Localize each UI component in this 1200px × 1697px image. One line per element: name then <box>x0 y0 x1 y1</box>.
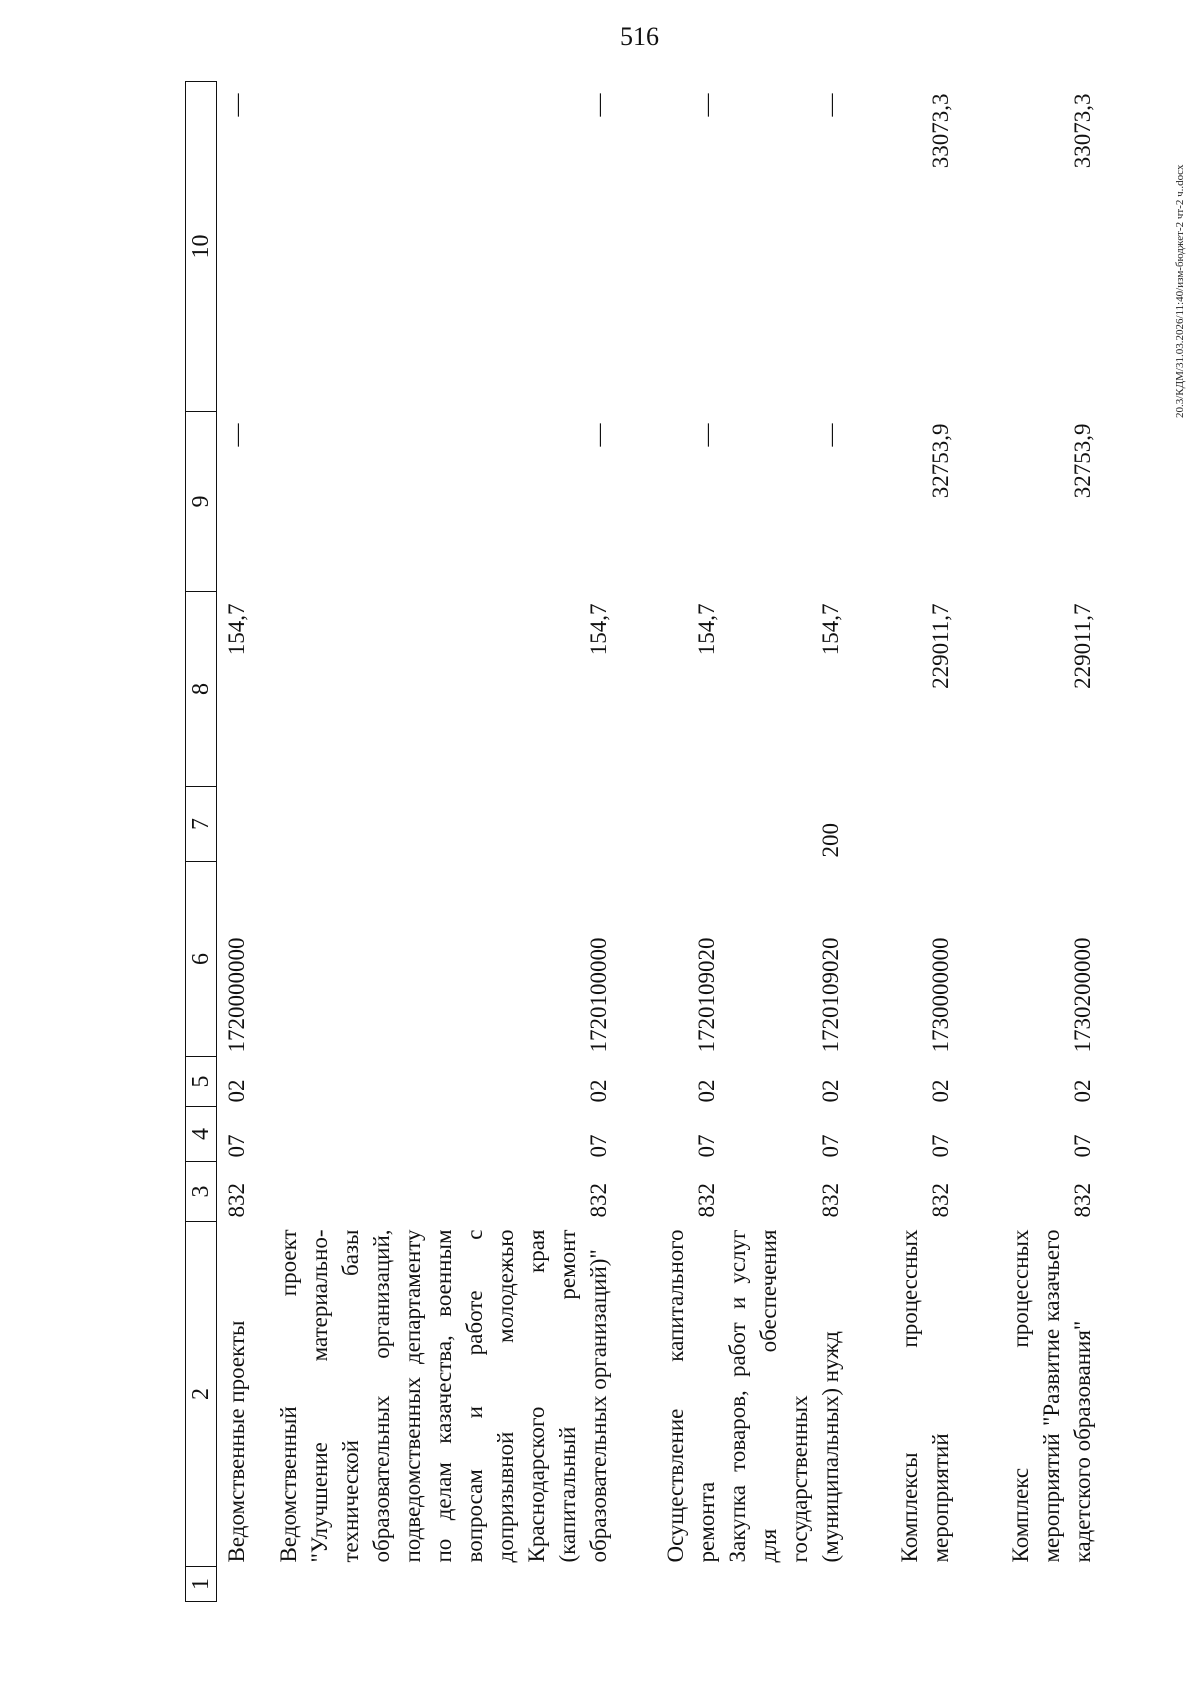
table-header-row <box>186 82 217 1602</box>
cell-col-1 <box>614 1567 722 1602</box>
rotated-table-container <box>185 82 1095 1602</box>
cell-col-4: 07 <box>586 1134 611 1158</box>
cell-col-6: 1720000000 <box>224 937 249 1053</box>
document-footer: 20.3/КДМ/31.03.2026/11:40/изм-бюджет-2 чт-2 ч..docx <box>1174 164 1186 418</box>
cell-col-8: 154,7 <box>694 603 719 656</box>
cell-col-3: 832 <box>694 1183 719 1218</box>
cell-col-7 <box>614 787 722 862</box>
header-col-6: 6 <box>186 862 217 1057</box>
cell-col-8: 229011,7 <box>928 603 953 689</box>
table-row <box>846 82 956 1602</box>
cell-col-7 <box>217 787 264 862</box>
table-row <box>263 82 614 1602</box>
header-col-4: 4 <box>186 1107 217 1162</box>
cell-col-9: — <box>586 423 611 447</box>
cell-col-4: 07 <box>224 1134 249 1158</box>
cell-col-4: 07 <box>928 1134 953 1158</box>
cell-col-5: 02 <box>694 1079 719 1103</box>
header-col-10: 10 <box>186 82 217 412</box>
cell-col-4: 07 <box>818 1134 843 1158</box>
cell-col-3: 832 <box>818 1183 843 1218</box>
cell-col-9: — <box>694 423 719 447</box>
header-col-2: 2 <box>186 1222 217 1567</box>
page-number: 516 <box>620 22 659 51</box>
cell-col-1 <box>263 1567 614 1602</box>
cell-col-6: 1720100000 <box>586 937 611 1053</box>
cell-col-9: 32753,9 <box>928 423 953 499</box>
cell-col-10: — <box>818 93 843 117</box>
cell-col-8: 154,7 <box>224 603 249 656</box>
table-row <box>217 82 264 1602</box>
cell-name: Ведомственный проект "Улучшение материально-технической базы образовательных организаций, подведомственных департаменту по делам казачества, военным вопросам и работе с допризывной молодежью Краснодарского края (капитальный ремонт образовательных организаций)" <box>276 1229 611 1563</box>
cell-col-3: 832 <box>586 1183 611 1218</box>
table-row <box>722 82 846 1602</box>
cell-name: Комплекс процессных мероприятий "Развитие казачьего кадетского образования" <box>1008 1229 1095 1563</box>
cell-col-3: 832 <box>1070 1183 1095 1218</box>
cell-col-7 <box>263 787 614 862</box>
cell-col-9: — <box>224 423 249 447</box>
cell-col-1 <box>722 1567 846 1602</box>
cell-name: Закупка товаров, работ и услуг для обеспечения государственных (муниципальных) нужд <box>725 1229 843 1563</box>
table-row <box>614 82 722 1602</box>
cell-col-7 <box>956 787 1098 862</box>
cell-col-5: 02 <box>224 1079 249 1103</box>
cell-col-6: 1720109020 <box>818 937 843 1053</box>
cell-col-10: — <box>224 93 249 117</box>
cell-col-7: 200 <box>818 823 843 858</box>
header-col-1: 1 <box>186 1567 217 1602</box>
header-col-9: 9 <box>186 412 217 592</box>
cell-col-5: 02 <box>1070 1079 1095 1103</box>
cell-col-6: 1720109020 <box>694 937 719 1053</box>
budget-table <box>185 81 1098 1602</box>
cell-col-1 <box>956 1567 1098 1602</box>
table-row <box>956 82 1098 1602</box>
header-col-3: 3 <box>186 1162 217 1222</box>
cell-col-1 <box>846 1567 956 1602</box>
cell-col-1 <box>217 1567 264 1602</box>
cell-col-10: 33073,3 <box>1070 93 1095 169</box>
cell-col-10: — <box>694 93 719 117</box>
cell-col-4: 07 <box>694 1134 719 1158</box>
cell-col-4: 07 <box>1070 1134 1095 1158</box>
cell-col-8: 154,7 <box>586 603 611 656</box>
header-col-8: 8 <box>186 592 217 787</box>
cell-col-9: 32753,9 <box>1070 423 1095 499</box>
cell-col-3: 832 <box>224 1183 249 1218</box>
header-col-7: 7 <box>186 787 217 862</box>
cell-col-6: 1730200000 <box>1070 937 1095 1053</box>
cell-name: Ведомственные проекты <box>224 1320 249 1563</box>
cell-col-3: 832 <box>928 1183 953 1218</box>
cell-col-5: 02 <box>586 1079 611 1103</box>
cell-col-6: 1730000000 <box>928 937 953 1053</box>
cell-col-8: 154,7 <box>818 603 843 656</box>
cell-col-8: 229011,7 <box>1070 603 1095 689</box>
cell-col-10: 33073,3 <box>928 93 953 169</box>
header-col-5: 5 <box>186 1057 217 1107</box>
cell-col-10: — <box>586 93 611 117</box>
cell-col-9: — <box>818 423 843 447</box>
cell-col-7 <box>846 787 956 862</box>
cell-col-5: 02 <box>818 1079 843 1103</box>
cell-col-5: 02 <box>928 1079 953 1103</box>
cell-name: Осуществление капитального ремонта <box>663 1229 719 1563</box>
cell-name: Комплексы процессных мероприятий <box>897 1229 953 1563</box>
